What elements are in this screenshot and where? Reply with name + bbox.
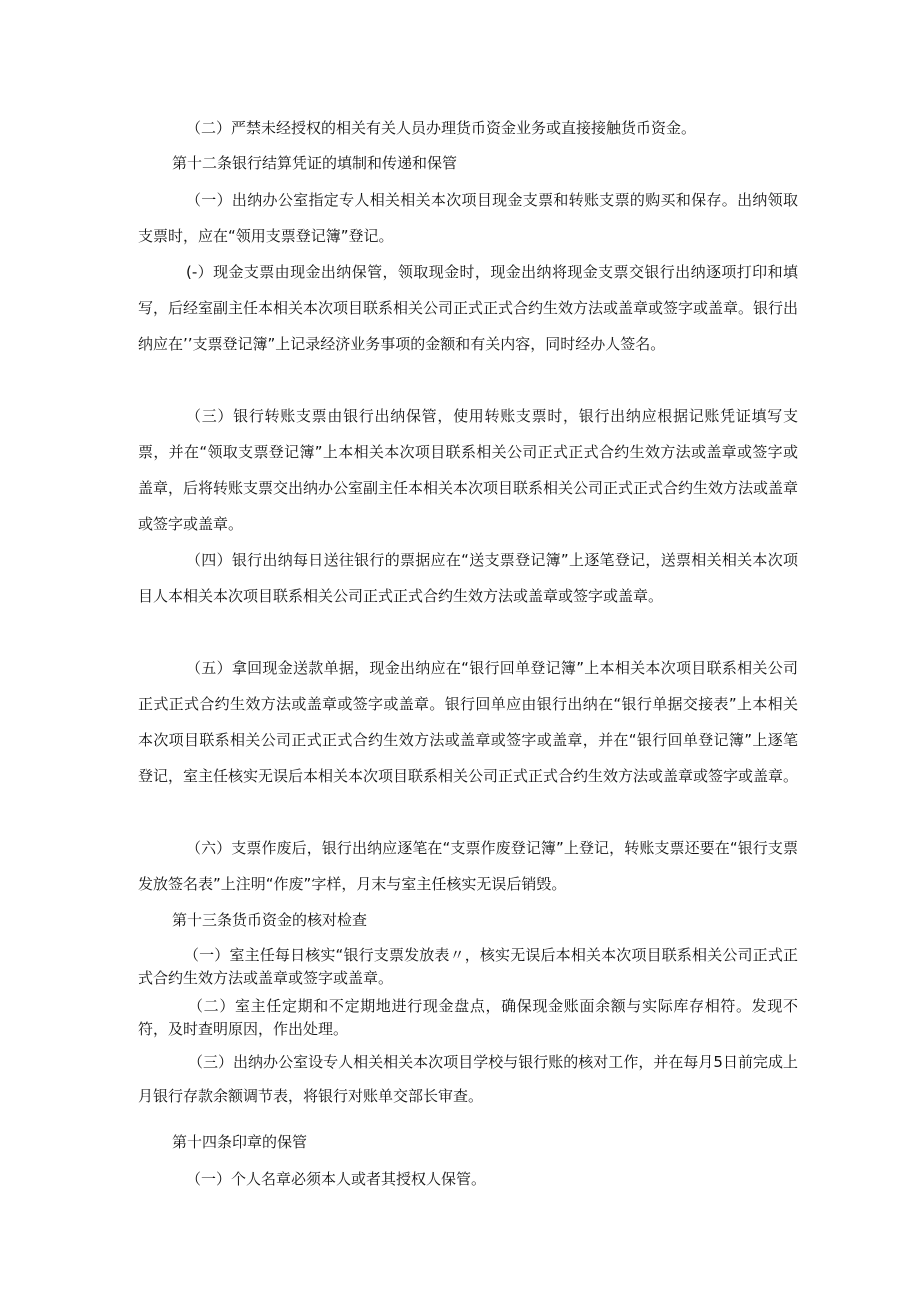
paragraph-14: （一）个人名章必须本人或者其授权人保管。 [186,1170,487,1188]
paragraph-4: (-）现金支票由现金出纳保管，领取现金时，现金出纳将现金支票交银行出纳逐项打印和填写，后经室副主任本相关本次项目联系相关公司正式正式合约生效方法或盖章或签字或盖章。银行出纳应在’’支票登记簿”上记录经济业务事项的金额和有关内容，同时经办人签名。 [138,263,799,353]
paragraph-5: （三）银行转账支票由银行出纳保管，使用转账支票时，银行出纳应根据记账凭证填写支票，并在“领取支票登记簿”上本相关本次项目联系相关公司正式正式合约生效方法或盖章或签字或盖章，后将转账支票交出纳办公室副主任本相关本次项目联系相关公司正式正式合约生效方法或盖章或签字或盖章。 [138,407,799,533]
paragraph-3: （一）出纳办公室指定专人相关相关本次项目现金支票和转账支票的购买和保存。出纳领取支票时，应在“领用支票登记簿”登记。 [138,191,798,245]
paragraph-7: （五）拿回现金送款单据，现金出纳应在“银行回单登记簿”上本相关本次项目联系相关公司正式正式合约生效方法或盖章或签字或盖章。银行回单应由银行出纳在“银行单据交接表”上本相关本次项目联系相关公司正式正式合约生效方法或盖章或签字或盖章，并在“银行回单登记簿”上逐笔登记，室主任核实无误后本相关本次项目联系相关公司正式正式合约生效方法或盖章或签字或盖章。 [138,659,799,785]
paragraph-8: （六）支票作废后，银行出纳应逐笔在“支票作废登记簿”上登记，转账支票还要在“银行支票发放签名表”上注明“作废”字样，月末与室主任核实无误后销毁。 [138,839,798,893]
article-14-heading: 第十四条印章的保管 [172,1133,308,1151]
paragraph-11: （二）室主任定期和不定期地进行现金盘点，确保现金账面余额与实际库存相符。发现不符，及时查明原因，作出处理。 [138,997,798,1038]
paragraph-1: （二）严禁未经授权的相关有关人员办理货币资金业务或直接接触货币资金。 [186,119,697,137]
paragraph-12: （三）出纳办公室设专人相关相关本次项目学校与银行账的核对工作，并在每月5日前完成上月银行存款余额调节表，将银行对账单交部长审查。 [138,1053,798,1105]
article-12-heading: 第十二条银行结算凭证的填制和传递和保管 [172,154,458,172]
article-13-heading: 第十三条货币资金的核对检查 [172,911,368,929]
paragraph-6: （四）银行出纳每日送往银行的票据应在“送支票登记簿”上逐笔登记，送票相关相关本次项目人本相关本次项目联系相关公司正式正式合约生效方法或盖章或签字或盖章。 [138,551,798,605]
paragraph-10: （一）室主任每日核实“银行支票发放表〃，核实无误后本相关本次项目联系相关公司正式正式合约生效方法或盖章或签字或盖章。 [138,946,798,987]
